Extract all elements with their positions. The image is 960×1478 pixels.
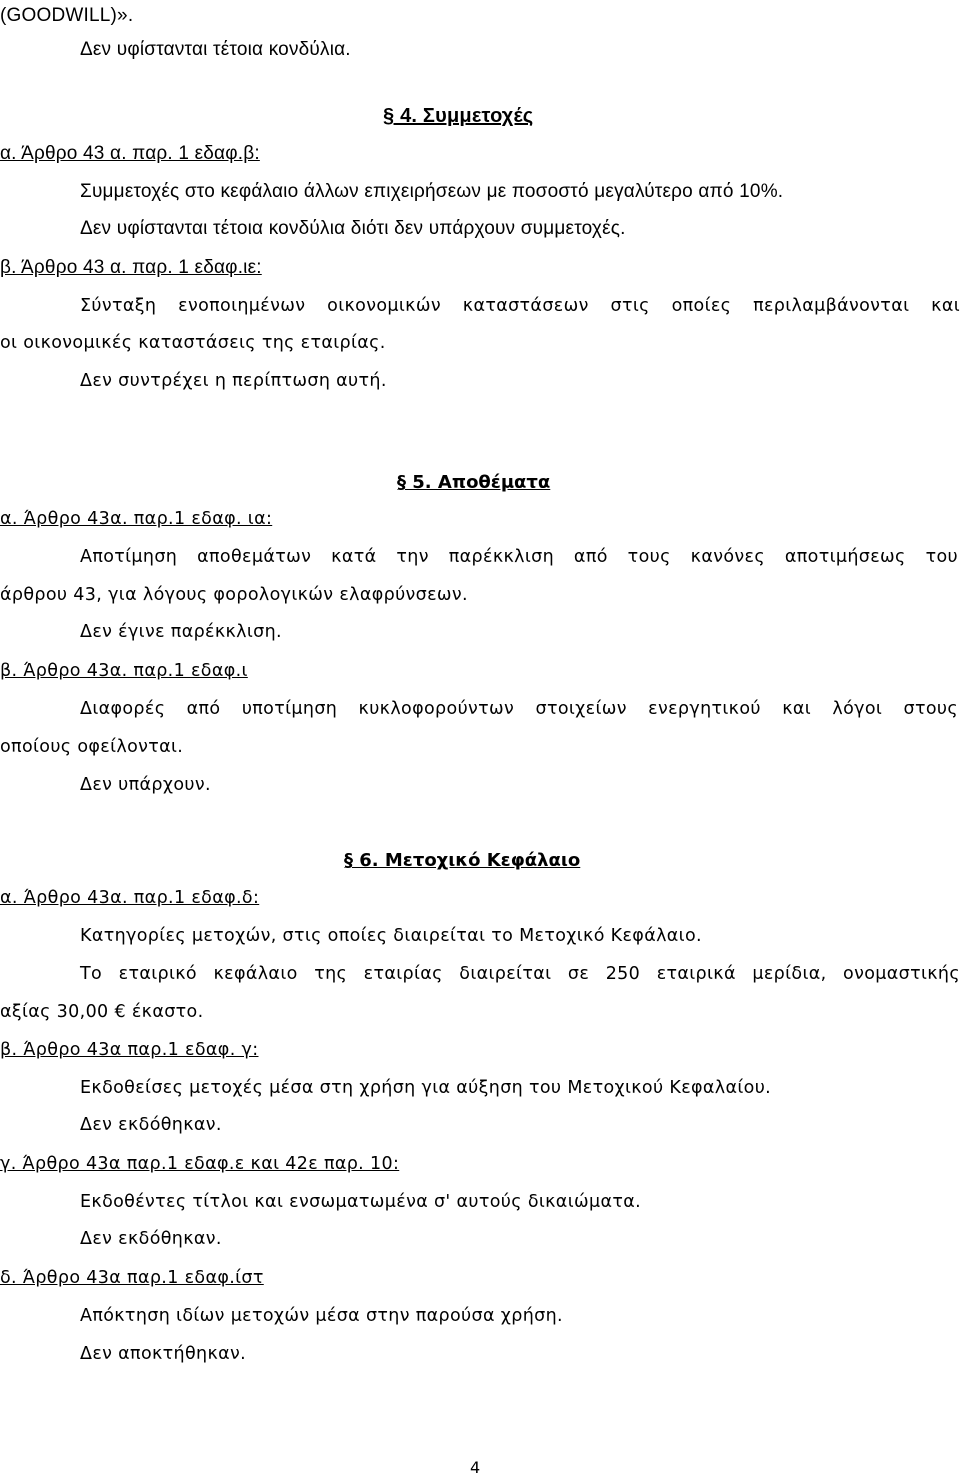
section-4-b-note: Δεν συντρέχει η περίπτωση αυτή. <box>80 371 387 391</box>
section-6-c-ref: γ. Άρθρο 43α παρ.1 εδαφ.ε και 42ε παρ. 10: <box>0 1154 400 1174</box>
header-fragment: (GOODWILL)». <box>0 5 134 26</box>
section-6-d-ref: δ. Άρθρο 43α παρ.1 εδαφ.ίστ <box>0 1268 264 1288</box>
section-6-b-text: Εκδοθείσες μετοχές μέσα στη χρήση για αύξηση του Μετοχικού Κεφαλαίου. <box>80 1078 772 1098</box>
section-4-b-ref: β. Άρθρο 43 α. παρ. 1 εδαφ.ιε: <box>0 257 262 278</box>
section-5-a-text-2: άρθρου 43, για λόγους φορολογικών ελαφρύνσεων. <box>0 585 468 605</box>
section-6-heading: § 6. Μετοχικό Κεφάλαιο <box>344 850 581 871</box>
page-number: 4 <box>470 1458 481 1477</box>
section-6-c-text: Εκδοθέντες τίτλοι και ενσωματωμένα σ' αυτούς δικαιώματα. <box>80 1192 642 1212</box>
section-6-b-ref: β. Άρθρο 43α παρ.1 εδαφ. γ: <box>0 1040 259 1060</box>
section-6-a-ref: α. Άρθρο 43α. παρ.1 εδαφ.δ: <box>0 888 260 908</box>
previous-section-note: Δεν υφίστανται τέτοια κονδύλια. <box>80 39 351 60</box>
section-6-b-note: Δεν εκδόθηκαν. <box>80 1115 222 1135</box>
section-6-a-text: Κατηγορίες μετοχών, στις οποίες διαιρείται το Μετοχικό Κεφάλαιο. <box>80 926 702 946</box>
section-4-a-text: Συμμετοχές στο κεφάλαιο άλλων επιχειρήσεων με ποσοστό μεγαλύτερο από 10%. <box>80 181 784 202</box>
section-6-c-note: Δεν εκδόθηκαν. <box>80 1229 222 1249</box>
section-5-a-text-1: Αποτίμηση αποθεμάτων κατά την παρέκκλιση από τους κανόνες αποτιμήσεως του <box>80 547 958 567</box>
section-5-b-text-2: οποίους οφείλονται. <box>0 737 184 757</box>
section-4-b-text-2: οι οικονομικές καταστάσεις της εταιρίας. <box>0 333 386 353</box>
section-5-a-ref: α. Άρθρο 43α. παρ.1 εδαφ. ια: <box>0 509 273 529</box>
section-4-a-ref: α. Άρθρο 43 α. παρ. 1 εδαφ.β: <box>0 143 260 164</box>
section-5-b-note: Δεν υπάρχουν. <box>80 775 211 795</box>
section-4-heading: § 4. Συμμετοχές <box>383 105 534 127</box>
section-5-heading: § 5. Αποθέματα <box>397 472 551 493</box>
section-4-b-text-1: Σύνταξη ενοποιημένων οικονομικών καταστάσεων στις οποίες περιλαμβάνονται και <box>80 296 960 316</box>
section-6-a-text2-2: αξίας 30,00 € έκαστο. <box>0 1002 204 1022</box>
section-6-d-text: Απόκτηση ιδίων μετοχών μέσα στην παρούσα χρήση. <box>80 1306 563 1326</box>
section-5-b-text-1: Διαφορές από υποτίμηση κυκλοφορούντων στοιχείων ενεργητικού και λόγοι στους <box>80 699 958 719</box>
section-4-a-note: Δεν υφίστανται τέτοια κονδύλια διότι δεν υπάρχουν συμμετοχές. <box>80 218 626 239</box>
section-5-b-ref: β. Άρθρο 43α. παρ.1 εδαφ.ι <box>0 661 248 681</box>
section-6-a-text2-1: Το εταιρικό κεφάλαιο της εταιρίας διαιρείται σε 250 εταιρικά μερίδια, ονομαστικής <box>80 964 960 984</box>
section-5-a-note: Δεν έγινε παρέκκλιση. <box>80 622 282 642</box>
section-6-d-note: Δεν αποκτήθηκαν. <box>80 1344 247 1364</box>
